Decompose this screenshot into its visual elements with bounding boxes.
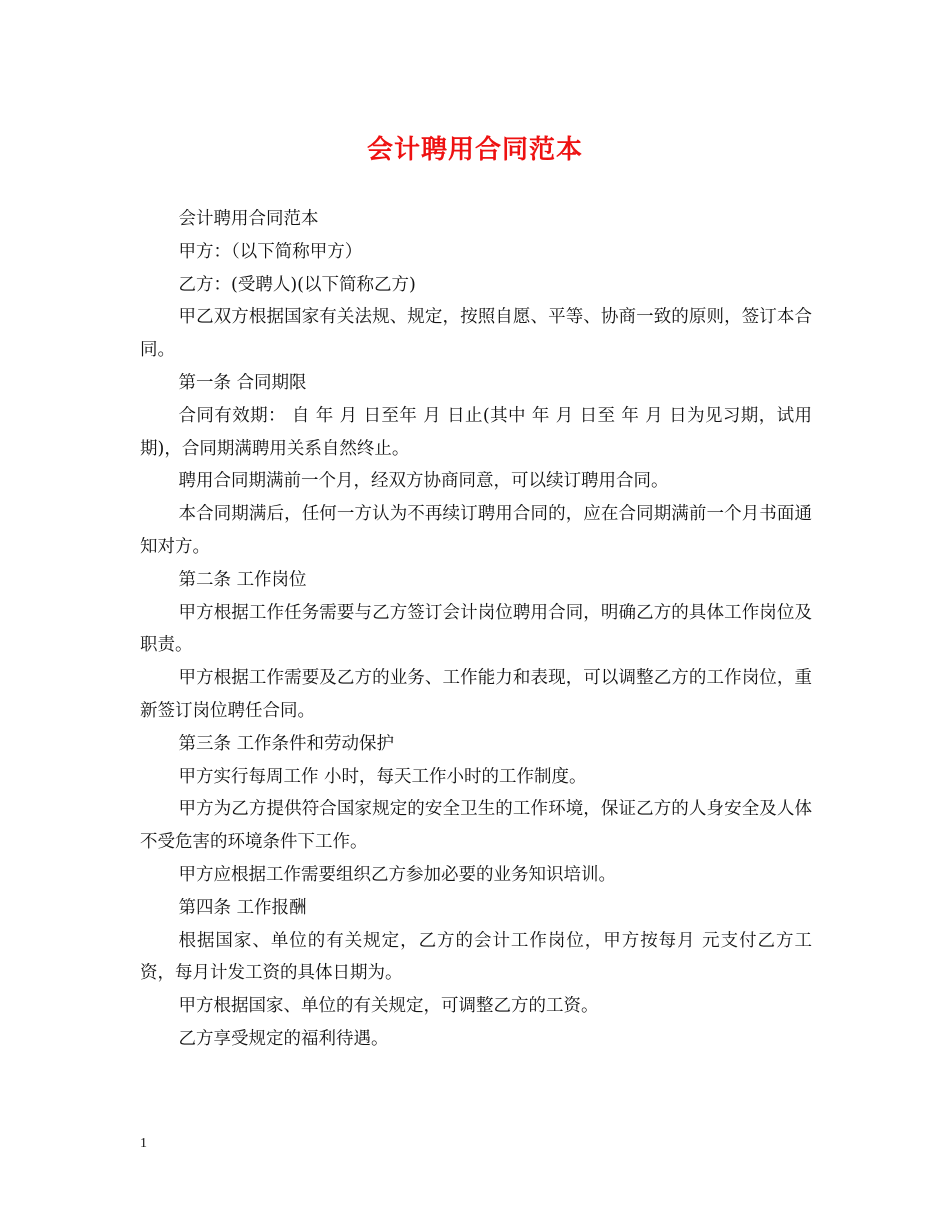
- section-heading: 第一条 合同期限: [178, 372, 307, 393]
- paragraph: 甲方为乙方提供符合国家规定的安全卫生的工作环境，保证乙方的人身安全及人体不受危害的环境条件下工作。: [140, 799, 812, 853]
- paragraph: 甲方：（以下简称甲方）: [178, 241, 363, 262]
- paragraph: 甲方根据工作任务需要与乙方签订会计岗位聘用合同，明确乙方的具体工作岗位及职责。: [140, 602, 812, 656]
- paragraph: 乙方享受规定的福利待遇。: [178, 1028, 389, 1049]
- paragraph: 甲方应根据工作需要组织乙方参加必要的业务知识培训。: [178, 864, 616, 885]
- page-number: 1: [140, 1136, 147, 1151]
- paragraph: 本合同期满后，任何一方认为不再续订聘用合同的，应在合同期满前一个月书面通知对方。: [140, 504, 812, 557]
- paragraph: 甲方根据工作需要及乙方的业务、工作能力和表现，可以调整乙方的工作岗位，重新签订岗位聘任合同。: [140, 668, 812, 721]
- paragraph: 乙方：(受聘人)(以下简称乙方): [178, 274, 416, 295]
- section-heading: 第四条 工作报酬: [178, 897, 307, 918]
- document-title: 会计聘用合同范本: [366, 135, 583, 165]
- paragraph: 甲方根据国家、单位的有关规定，可调整乙方的工资。: [178, 996, 599, 1017]
- section-heading: 第二条 工作岗位: [178, 569, 307, 590]
- paragraph: 甲方实行每周工作 小时，每天工作小时的工作制度。: [178, 766, 587, 787]
- paragraph: 聘用合同期满前一个月，经双方协商同意，可以续订聘用合同。: [178, 471, 669, 492]
- paragraph: 合同有效期： 自 年 月 日至年 月 日止(其中 年 月 日至 年 月 日为见习期，试用期)，合同期满聘用关系自然终止。: [140, 405, 812, 459]
- paragraph: 根据国家、单位的有关规定，乙方的会计工作岗位，甲方按每月 元支付乙方工资，每月计发工资的具体日期为。: [140, 930, 812, 984]
- section-heading: 第三条 工作条件和劳动保护: [178, 733, 395, 754]
- document-body: [140, 203, 812, 1056]
- paragraph: 会计聘用合同范本: [178, 209, 319, 229]
- paragraph: 甲乙双方根据国家有关法规、规定，按照自愿、平等、协商一致的原则，签订本合同。: [140, 307, 812, 361]
